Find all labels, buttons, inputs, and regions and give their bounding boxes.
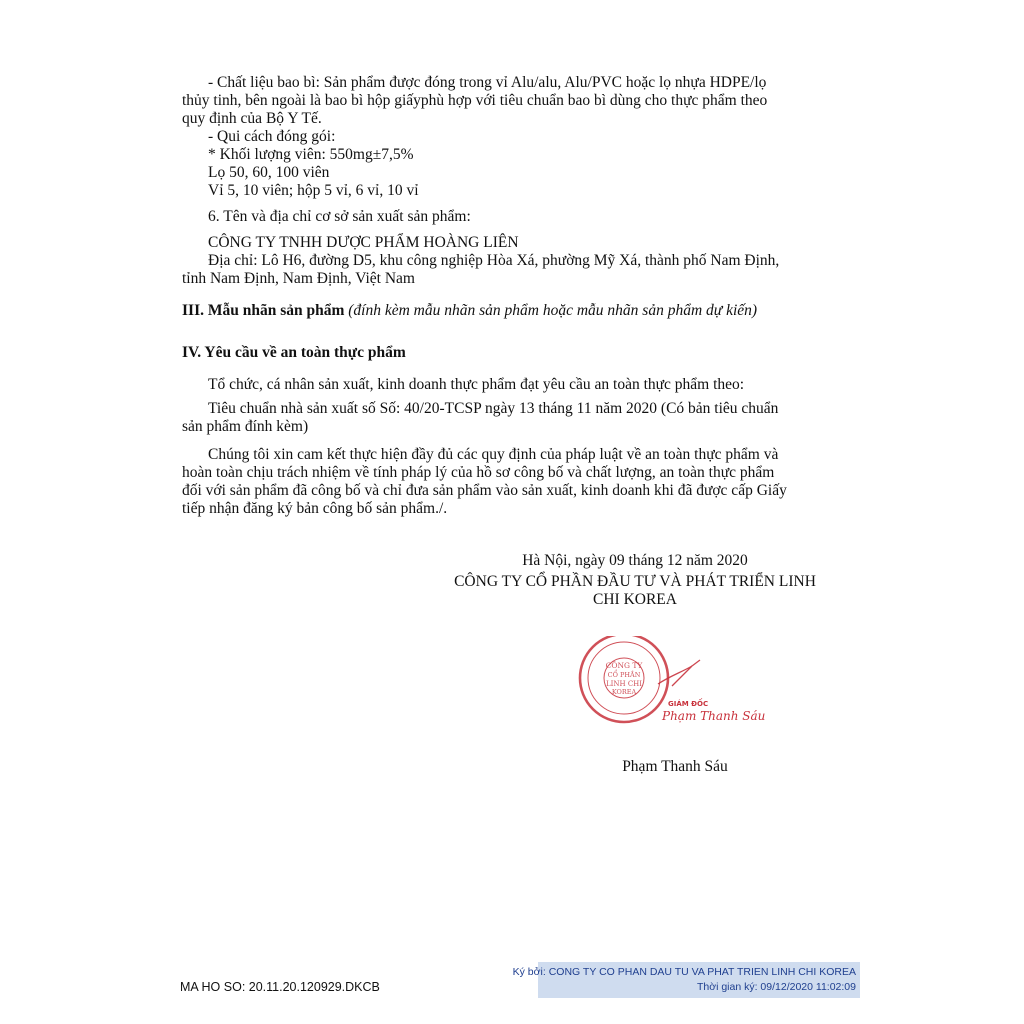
- digital-signature-box: [512, 962, 860, 998]
- section6-heading: 6. Tên và địa chỉ cơ sở sản xuất sản phẩm:: [208, 208, 471, 225]
- signed-by: Ký bởi: CONG TY CO PHAN DAU TU VA PHAT TRIEN LINH CHI KOREA: [512, 966, 856, 978]
- section3-title: III. Mẫu nhãn sản phẩm: [182, 302, 345, 319]
- signer-name: Phạm Thanh Sáu: [622, 758, 728, 775]
- record-code: MA HO SO: 20.11.20.120929.DKCB: [180, 980, 380, 994]
- commitment-line-3: đối với sản phẩm đã công bố và chỉ đưa sản phẩm vào sản xuất, kinh doanh khi đã được cấp Giấy: [182, 482, 787, 499]
- place-date: Hà Nội, ngày 09 tháng 12 năm 2020: [522, 552, 748, 569]
- tablet-weight: * Khối lượng viên: 550mg±7,5%: [208, 146, 414, 163]
- manufacturer-address-line-1: Địa chỉ: Lô H6, đường D5, khu công nghiệp Hòa Xá, phường Mỹ Xá, thành phố Nam Định,: [208, 252, 780, 269]
- svg-text:KOREA: KOREA: [611, 688, 637, 696]
- blister-spec: Vỉ 5, 10 viên; hộp 5 vỉ, 6 vỉ, 10 vỉ: [208, 182, 419, 199]
- signing-company-line-1: CÔNG TY CỔ PHẦN ĐẦU TƯ VÀ PHÁT TRIỂN LINH: [454, 573, 816, 590]
- section4-intro: Tổ chức, cá nhân sản xuất, kinh doanh thực phẩm đạt yêu cầu an toàn thực phẩm theo:: [208, 376, 745, 393]
- svg-text:CÔNG TY: CÔNG TY: [605, 661, 643, 670]
- manufacturer-address-line-2: tỉnh Nam Định, Nam Định, Việt Nam: [182, 270, 415, 287]
- company-seal-icon: [570, 636, 790, 728]
- commitment-line-1: Chúng tôi xin cam kết thực hiện đầy đủ các quy định của pháp luật về an toàn thực phẩm và: [208, 446, 779, 463]
- svg-text:Phạm Thanh Sáu: Phạm Thanh Sáu: [662, 709, 766, 723]
- standard-line-1: Tiêu chuẩn nhà sản xuất số Số: 40/20-TCSP ngày 13 tháng 11 năm 2020 (Có bản tiêu chuẩn: [208, 400, 779, 417]
- commitment-line-4: tiếp nhận đăng ký bản công bố sản phẩm./.: [182, 500, 448, 517]
- svg-text:LINH CHI: LINH CHI: [605, 680, 643, 688]
- section3-note: (đính kèm mẫu nhãn sản phẩm hoặc mẫu nhãn sản phẩm dự kiến): [348, 302, 758, 319]
- section4-title: IV. Yêu cầu về an toàn thực phẩm: [182, 344, 406, 361]
- packing-spec: - Qui cách đóng gói:: [208, 128, 336, 145]
- commitment-line-2: hoàn toàn chịu trách nhiệm về tính pháp lý của hồ sơ công bố và chất lượng, an toàn thực phẩm: [182, 464, 775, 481]
- packaging-material-line-2: thủy tinh, bên ngoài là bao bì hộp giấyphù hợp với tiêu chuẩn bao bì dùng cho thực phẩm theo: [182, 92, 768, 109]
- section3-heading: [182, 302, 757, 320]
- bottle-spec: Lọ 50, 60, 100 viên: [208, 164, 330, 181]
- standard-line-2: sản phẩm đính kèm): [182, 418, 309, 435]
- signed-time: Thời gian ký: 09/12/2020 11:02:09: [696, 981, 856, 993]
- svg-text:CỔ PHẦN: CỔ PHẦN: [607, 671, 641, 679]
- company-seal-and-signature: [570, 636, 790, 728]
- packaging-material-line-3: quy định của Bộ Y Tế.: [182, 110, 322, 127]
- signing-company-line-2: CHI KOREA: [593, 591, 677, 608]
- svg-text:GIÁM ĐỐC: GIÁM ĐỐC: [668, 700, 709, 708]
- manufacturer-name: CÔNG TY TNHH DƯỢC PHẨM HOÀNG LIÊN: [208, 234, 519, 251]
- packaging-material-line-1: - Chất liệu bao bì: Sản phẩm được đóng trong vỉ Alu/alu, Alu/PVC hoặc lọ nhựa HDPE/lọ: [208, 74, 767, 91]
